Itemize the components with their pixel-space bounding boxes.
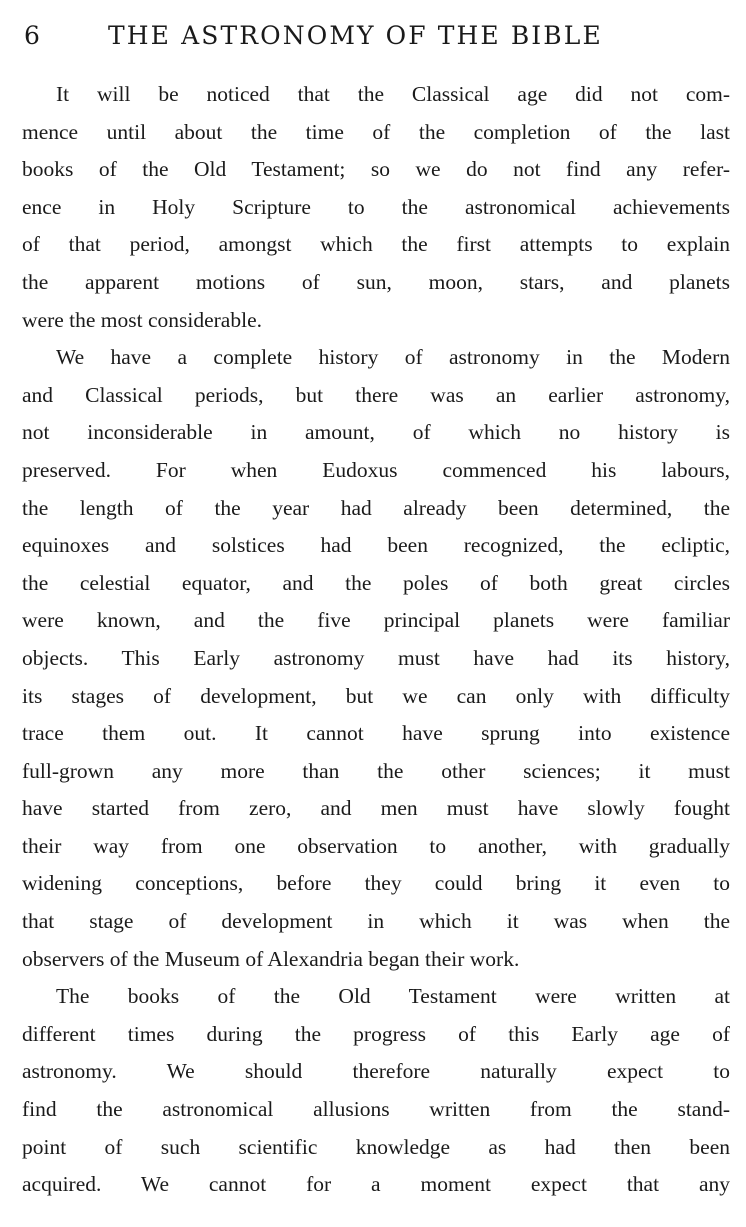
text-line: different times during the progress of this Early age of	[22, 1021, 730, 1046]
text-line: full-grown any more than the other sciences; it must	[22, 758, 730, 783]
text-line: find the astronomical allusions written from the stand-	[22, 1097, 730, 1122]
text-line: the celestial equator, and the poles of both great circles	[22, 570, 730, 595]
paragraph-3	[22, 978, 730, 1204]
text-line: We have a complete history of astronomy in the Modern	[56, 345, 730, 370]
body-text	[22, 76, 730, 1204]
text-line: widening conceptions, before they could bring it even to	[22, 871, 730, 896]
text-line: ence in Holy Scripture to the astronomical achievements	[22, 194, 730, 219]
text-line: were the most considerable.	[22, 307, 262, 332]
text-line: the length of the year had already been determined, the	[22, 495, 730, 520]
text-line: The books of the Old Testament were written at	[56, 984, 730, 1009]
text-line: have started from zero, and men must have slowly fought	[22, 796, 730, 821]
text-line: their way from one observation to another, with gradually	[22, 833, 730, 858]
text-line: observers of the Museum of Alexandria began their work.	[22, 946, 520, 971]
text-line: the apparent motions of sun, moon, stars, and planets	[22, 269, 730, 294]
text-line: books of the Old Testament; so we do not find any refer-	[22, 157, 730, 182]
paragraph-2	[22, 339, 730, 978]
running-head: THE ASTRONOMY OF THE BIBLE	[108, 21, 603, 50]
text-line: were known, and the five principal planets were familiar	[22, 608, 730, 633]
text-line: trace them out. It cannot have sprung into existence	[22, 721, 730, 746]
paragraph-1	[22, 76, 730, 339]
text-line: point of such scientific knowledge as had then been	[22, 1134, 730, 1159]
text-line: equinoxes and solstices had been recognized, the ecliptic,	[22, 533, 730, 558]
text-line: not inconsiderable in amount, of which no history is	[22, 420, 730, 445]
page-header	[0, 16, 746, 56]
text-line: acquired. We cannot for a moment expect that any	[22, 1172, 730, 1197]
text-line: that stage of development in which it was when the	[22, 909, 730, 934]
text-line: of that period, amongst which the first attempts to explain	[22, 232, 730, 257]
text-line: objects. This Early astronomy must have had its history,	[22, 645, 730, 670]
text-line: and Classical periods, but there was an earlier astronomy,	[22, 382, 730, 407]
text-line: mence until about the time of the completion of the last	[22, 119, 730, 144]
text-line: astronomy. We should therefore naturally expect to	[22, 1059, 730, 1084]
page-number: 6	[24, 21, 40, 50]
text-line: preserved. For when Eudoxus commenced his labours,	[22, 457, 730, 482]
text-line: its stages of development, but we can only with difficulty	[22, 683, 730, 708]
text-line: It will be noticed that the Classical age did not com-	[56, 82, 730, 106]
